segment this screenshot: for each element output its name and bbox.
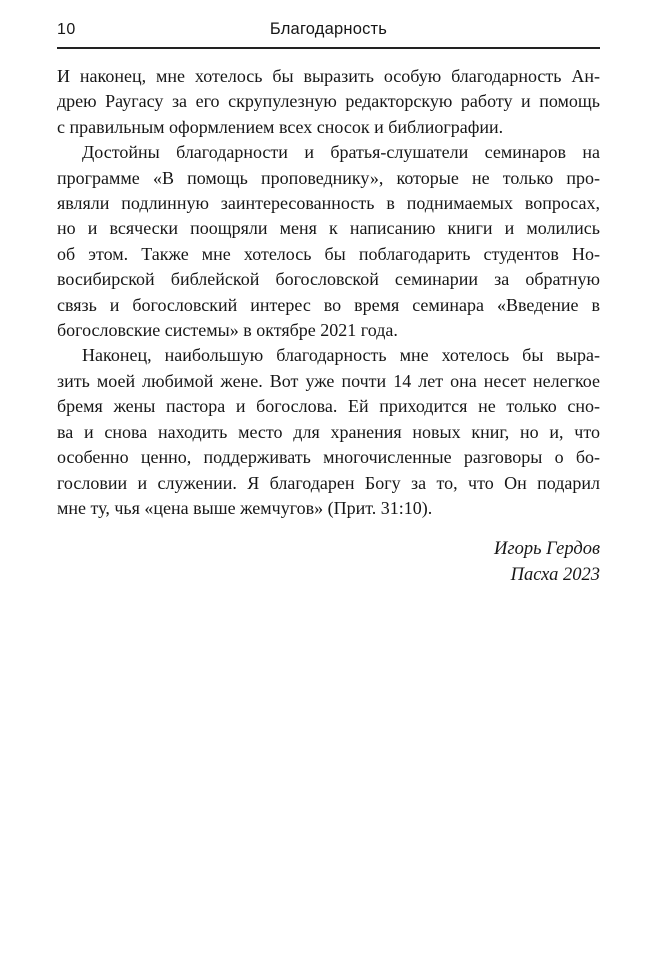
- signature: [57, 536, 600, 588]
- text-line: Наконец, наибольшую благодарность мне хотелось бы выра-: [82, 345, 600, 366]
- signature-date: Пасха 2023: [510, 565, 600, 586]
- text-line: об этом. Также мне хотелось бы поблагодарить студентов Но-: [57, 243, 600, 264]
- text-line: программе «В помощь проповеднику», которые не только про-: [57, 167, 600, 188]
- text-line: мне ту, чья «цена выше жемчугов» (Прит. 31:10).: [57, 497, 433, 518]
- text-line: связь и богословский интерес во время семинара «Введение в: [57, 294, 600, 315]
- text-line: особенно ценно, поддерживать многочисленные разговоры о бо-: [57, 447, 600, 468]
- running-head: [57, 20, 600, 41]
- text-line: И наконец, мне хотелось бы выразить особую благодарность Ан-: [57, 66, 600, 86]
- text-line: богословские системы» в октябре 2021 года.: [57, 320, 398, 341]
- text-line: являли подлинную заинтересованность в поднимаемых вопросах,: [57, 193, 600, 214]
- page-number: 10: [57, 21, 76, 38]
- text-line: Достойны благодарности и братья-слушатели семинаров на: [82, 142, 600, 163]
- header-rule: [57, 47, 600, 49]
- body-text: [57, 64, 600, 521]
- text-line: ва и снова находить место для хранения новых книг, но и, что: [57, 421, 600, 442]
- signature-author: Игорь Гердов: [494, 539, 600, 560]
- text-line: гословии и служении. Я благодарен Богу за то, что Он подарил: [57, 472, 600, 493]
- text-line: зить моей любимой жене. Вот уже почти 14 лет она несет нелегкое: [57, 370, 600, 391]
- text-line: восибирской библейской богословской семинарии за обратную: [57, 269, 600, 290]
- text-line: дрею Раугасу за его скрупулезную редакторскую работу и помощь: [57, 91, 600, 112]
- text-line: бремя жены пастора и богослова. Ей приходится не только сно-: [57, 396, 600, 417]
- text-line: но и всячески поощряли меня к написанию книги и молились: [57, 218, 600, 239]
- page-title: Благодарность: [269, 20, 388, 38]
- text-line: с правильным оформлением всех сносок и библиографии.: [57, 116, 504, 137]
